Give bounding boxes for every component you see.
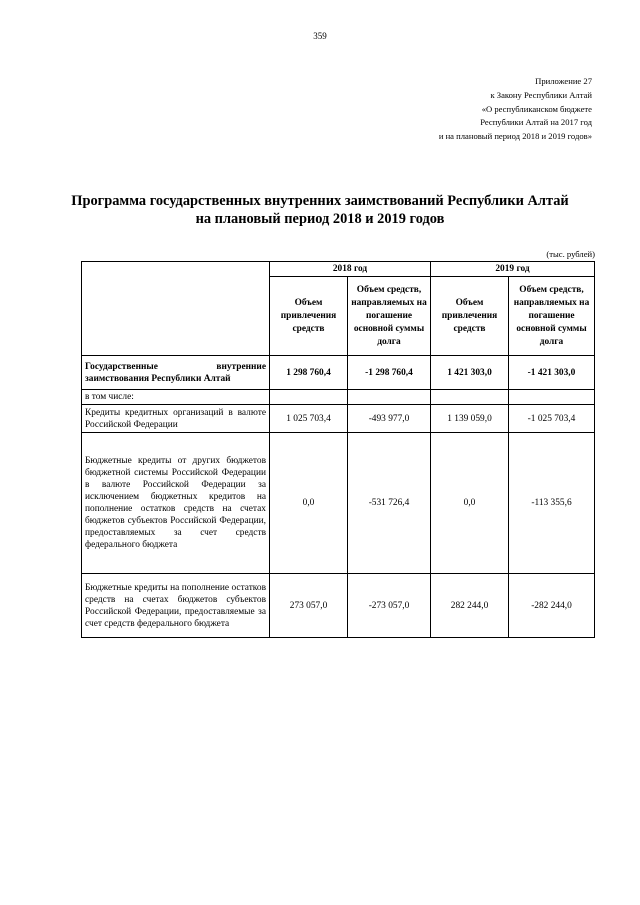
cell-value: 0,0 [431,433,509,574]
cell-value: 273 057,0 [270,574,348,638]
title-line-1: Программа государственных внутренних заимствований Республики Алтай [71,193,569,209]
appendix-line: Республики Алтай на 2017 год [480,117,592,128]
cell-value: 1 421 303,0 [431,356,509,390]
borrowings-table [81,261,595,638]
appendix-line: к Закону Республики Алтай [490,89,592,100]
cell-value: 1 025 703,4 [270,405,348,433]
page-number: 359 [313,31,327,41]
row-label: Бюджетные кредиты от других бюджетов бюджетной системы Российской Федерации в валюте Российской Федерации за исключением бюджетных кредитов на пополнение остатков средств на счетах бюджетов субъектов Российской Федерации, предоставляемых за счет средств федерального бюджета [82,433,270,574]
cell-value: -1 421 303,0 [509,356,595,390]
header-repay-2018: Объем средств, направляемых на погашение основной суммы долга [348,277,431,356]
cell-value: -1 298 760,4 [348,356,431,390]
cell-value: 1 298 760,4 [270,356,348,390]
cell-value [509,390,595,405]
cell-value: 282 244,0 [431,574,509,638]
row-label: Бюджетные кредиты на пополнение остатков средств на счетах бюджетов субъектов Российской Федерации, предоставляемые за счет средств федерального бюджета [82,574,270,638]
appendix-line: и на плановый период 2018 и 2019 годов» [438,131,592,142]
header-repay-2019: Объем средств, направляемых на погашение основной суммы долга [509,277,595,356]
document-title [40,193,600,228]
cell-value: -282 244,0 [509,574,595,638]
appendix-line: Приложение 27 [535,76,592,86]
cell-value: -493 977,0 [348,405,431,433]
header-empty-cell [82,262,270,356]
cell-value [431,390,509,405]
table-row [82,405,595,433]
appendix-note [439,75,592,144]
header-attract-2019: Объем привлечения средств [431,277,509,356]
cell-value: -273 057,0 [348,574,431,638]
row-label: Кредиты кредитных организаций в валюте Российской Федерации [82,405,270,433]
row-label: в том числе: [82,390,270,405]
table-row [82,356,595,390]
table-row [82,433,595,574]
cell-value: -113 355,6 [509,433,595,574]
header-year-2018: 2018 год [270,262,431,277]
header-attract-2018: Объем привлечения средств [270,277,348,356]
units-note: (тыс. рублей) [546,249,595,259]
cell-value [270,390,348,405]
header-year-2019: 2019 год [431,262,595,277]
cell-value [348,390,431,405]
title-line-2: на плановый период 2018 и 2019 годов [195,210,445,227]
table-row [82,574,595,638]
row-label: Государственные внутренние заимствования Республики Алтай [82,356,270,390]
cell-value: 1 139 059,0 [431,405,509,433]
cell-value: 0,0 [270,433,348,574]
cell-value: -1 025 703,4 [509,405,595,433]
table-row [82,390,595,405]
cell-value: -531 726,4 [348,433,431,574]
appendix-line: «О республиканском бюджете [481,103,592,114]
